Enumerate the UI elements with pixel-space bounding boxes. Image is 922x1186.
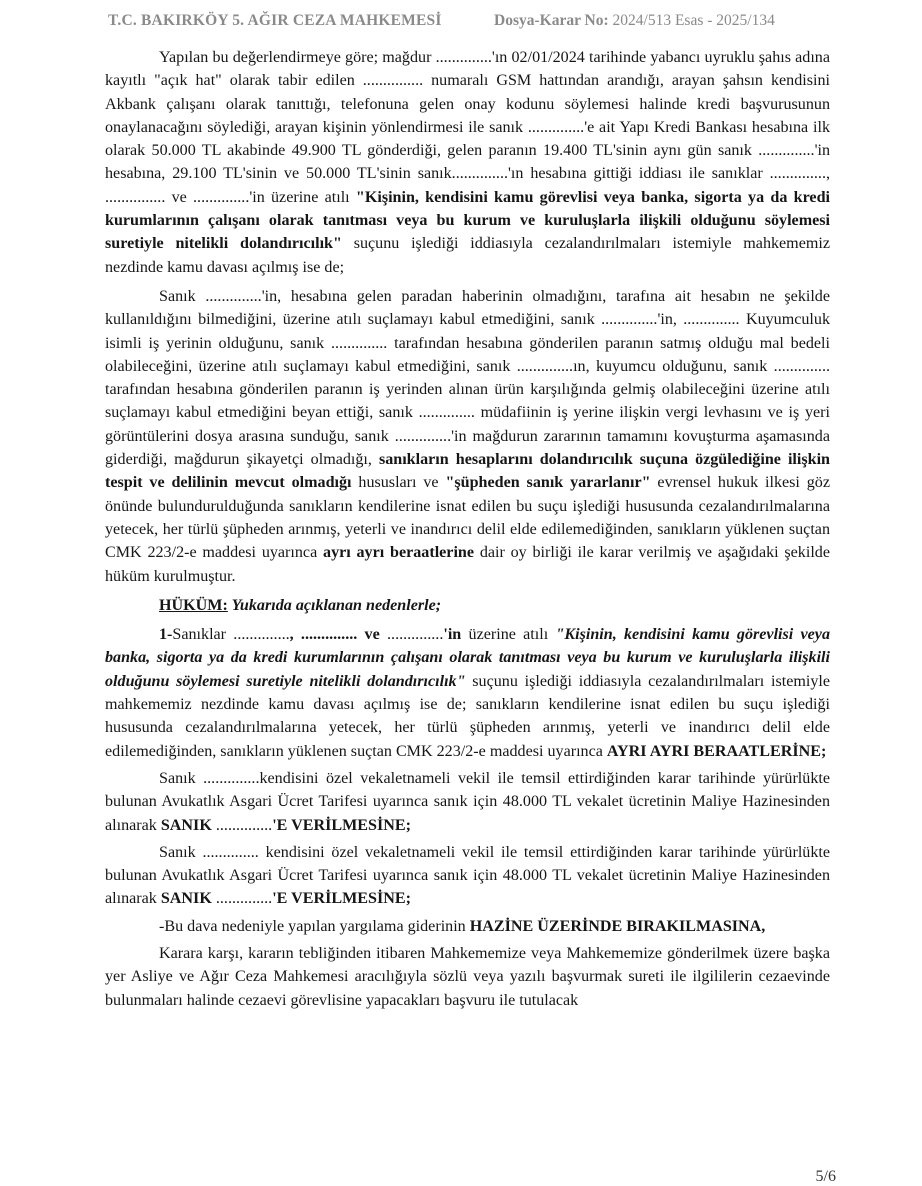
court-name: T.C. BAKIRKÖY 5. AĞIR CEZA MAHKEMESİ bbox=[108, 12, 442, 29]
judgment-label: HÜKÜM: bbox=[159, 596, 228, 614]
text-run: Sanıklar .............. bbox=[172, 626, 290, 644]
text-run: hususları ve bbox=[351, 474, 446, 492]
page-header bbox=[108, 12, 902, 36]
text-run: .............. bbox=[211, 890, 273, 908]
paragraph-defense bbox=[105, 285, 830, 588]
costs-verdict: HAZİNE ÜZERİNDE BIRAKILMASINA, bbox=[469, 917, 766, 935]
page-number: 5/6 bbox=[815, 1168, 836, 1185]
case-number-value: 2024/513 Esas - 2025/134 bbox=[612, 12, 775, 29]
text-run: evrensel hukuk ilkesi göz önünde bulundurulduğunda sanıkların kendilerine isnat edilen bu suçu işlediği hususunda cezalandırılmalarına yetecek, her türlü şüpheden arınmış, yeterli ve inandırıcı delil elde edilemediğinden, sanıkların yüklenen suçtan CMK 223/2-e maddesi uyarınca bbox=[105, 474, 830, 562]
paragraph-evaluation bbox=[105, 46, 830, 279]
appeal-notice bbox=[105, 942, 830, 1012]
text-run: Sanık ..............kendisini özel vekaletnameli vekil ile temsil ettirdiğinden karar tarihinde yürürlükte bulunan Avukatlık Asgari Ücret Tarifesi uyarınca sanık için 48.000 TL vekalet ücretinin Maliye Hazinesinden alınarak bbox=[105, 769, 830, 834]
text-run: üzerine atılı bbox=[461, 626, 556, 644]
text-run: Yapılan bu değerlendirmeye göre; mağdur ..............'ın 02/01/2024 tarihinde yabancı uyruklu şahıs adına kayıtlı "açık hat" olarak tabir edilen ............... numaralı GSM hattından arandığı, arayan şahsın kendisini Akbank çalışanı olarak tanıttığı, telefonuna gelen onay kodunu söylemesi halinde kredi başvurusunun onaylanacağını söylediği, arayan kişinin yönlendirmesi ile sanık ..............'e ait Yapı Kredi Bankası hesabına ilk olarak 50.000 TL akabinde 49.900 TL gönderdiği, gelen paranın 19.400 TL'sinin aynı gün sanık ..............'in hesabına, 29.100 TL'sinin ve 50.000 TL'sinin sanık..............'ın hesabına gittiği iddiası ile sanıklar .............., ............... ve ..............'in üzerine atılı bbox=[105, 49, 830, 206]
fee-verdict: 'E VERİLMESİNE; bbox=[272, 890, 411, 908]
charge-description: "Kişinin, kendisini kamu görevlisi veya banka, sigorta ya da kredi kurumlarının çalışanı olarak tanıtması veya bu kurum ve kuruluşlarla ilişkili olduğunu söylemesi suretiyle nitelikli dolandırıcılık" bbox=[105, 626, 831, 690]
acquittal-emphasis: ayrı ayrı beraatlerine bbox=[323, 544, 475, 562]
text-run: 'in bbox=[443, 626, 462, 644]
judgment-heading bbox=[105, 594, 830, 617]
case-number bbox=[494, 12, 775, 30]
judgment-item-1 bbox=[105, 623, 830, 763]
judgment-costs bbox=[105, 915, 830, 938]
fee-verdict: 'E VERİLMESİNE; bbox=[272, 816, 411, 834]
text-run: SANIK bbox=[160, 890, 212, 908]
judgment-fee-2 bbox=[105, 841, 830, 911]
text-run: dair oy birliği ile karar verilmiş ve aşağıdaki şekilde hüküm kurulmuştur. bbox=[105, 544, 830, 585]
text-run: .............. bbox=[379, 626, 444, 644]
text-run: Sanık .............. kendisini özel vekaletnameli vekil ile temsil ettirdiğinden karar tarihinde yürürlükte bulunan Avukatlık Asgari Ücret Tarifesi uyarınca sanık için 48.000 TL vekalet ücretinin Maliye Hazinesinden alınarak bbox=[105, 843, 830, 908]
text-run: Karara karşı, kararın tebliğinden itibaren Mahkememize veya Mahkememize gönderilmek üzere başka yer Asliye ve Ağır Ceza Mahkemesi aracılığıyla sözlü veya yazılı başvurmak sureti ile ilgililerin cezaevinde bulunmaları halinde cezaevi görevlisine yapacakları başvuru ile tutulacak bbox=[105, 944, 830, 1009]
text-run: ve bbox=[364, 626, 380, 644]
judgment-subtitle: Yukarıda açıklanan nedenlerle; bbox=[227, 596, 442, 614]
case-number-label: Dosya-Karar No: bbox=[494, 12, 609, 29]
text-run: , .............. bbox=[289, 626, 365, 644]
item-number: 1- bbox=[159, 626, 173, 644]
text-run: Sanık ..............'in, hesabına gelen paradan haberinin olmadığını, tarafına ait hesabın ne şekilde kullanıldığını bilmediğini, üzerine atılı suçlamayı kabul etmediğini, sanık ..............'in, .............. Kuyumculuk isimli iş yerinin olduğunu, sanık .............. tarafından hesabına gönderilen paranın satmış olduğu mal bedeli olabileceğini, üzerine atılı suçlamayı kabul etmediğini, sanık ..............ın, kuyumcu olduğunu, sanık .............. tarafından hesabına gönderilen paranın iş yerinden alınan ürün karşılığında gelmiş olabileceğini üzerine atılı suçlamayı kabul etmediğini beyan ettiği, sanık .............. müdafiinin iş yerine ilişkin vergi levhasını ve iş yeri görüntülerini dosya arasına sunduğu, sanık ..............'in mağdurun zararının tamamını kovuşturma aşamasında giderdiği, mağdurun şikayetçi olmadığı, bbox=[105, 287, 830, 469]
legal-principle: "şüpheden sanık yararlanır" bbox=[445, 474, 651, 492]
document-body bbox=[105, 46, 830, 1016]
charge-description: "Kişinin, kendisini kamu görevlisi veya banka, sigorta ya da kredi kurumlarının çalışanı olarak tanıtması veya bu kurum ve kuruluşlarla ilişkili olduğunu söylemesi suretiyle nitelikli dolandırıcılık" bbox=[105, 188, 830, 253]
text-run: .............. bbox=[211, 816, 273, 834]
judgment-fee-1 bbox=[105, 767, 830, 837]
text-run: suçunu işlediği iddiasıyla cezalandırılmaları istemiyle mahkememiz nezdinde kamu davası açılmış ise de; bbox=[105, 235, 830, 276]
text-run: SANIK bbox=[160, 816, 212, 834]
acquittal-verdict: AYRI AYRI BERAATLERİNE; bbox=[606, 742, 827, 760]
text-run: suçunu işlediği iddiasıyla cezalandırılmaları istemiyle mahkememiz nezdinde kamu davası açılmış ise de; sanıkların kendilerine isnat edilen bu suçu işlediği hususunda cezalandırılmalarına yetecek, her türlü şüpheden arınmış, yeterli ve inandırıcı delil elde edilemediğinden, sanıkların yüklenen suçtan CMK 223/2-e maddesi uyarınca bbox=[105, 672, 830, 760]
text-run: -Bu dava nedeniyle yapılan yargılama giderinin bbox=[159, 917, 470, 935]
emphasis-text: sanıkların hesaplarını dolandırıcılık suçuna özgülediğine ilişkin tespit ve delilinin mevcut olmadığı bbox=[105, 451, 830, 492]
